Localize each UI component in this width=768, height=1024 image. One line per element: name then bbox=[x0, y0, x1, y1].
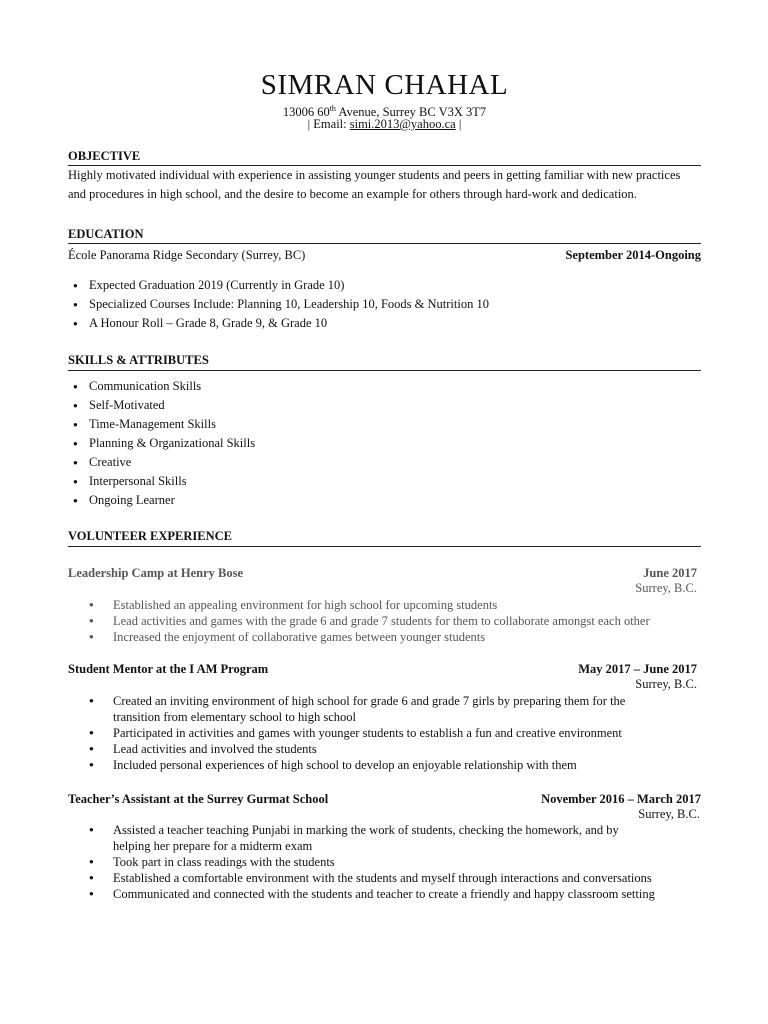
job-location: Surrey, B.C. bbox=[638, 807, 700, 821]
education-bullets bbox=[68, 276, 489, 333]
education-dates: September 2014-Ongoing bbox=[565, 248, 701, 262]
list-item: ● Expected Graduation 2019 (Currently in Grade 10) bbox=[68, 276, 489, 295]
objective-text bbox=[68, 166, 704, 204]
address-suffix: th bbox=[329, 104, 336, 113]
skills-list bbox=[68, 377, 255, 510]
list-item: ● Included personal experiences of high school to develop an enjoyable relationship with them bbox=[68, 757, 673, 773]
list-item: ● A Honour Roll – Grade 8, Grade 9, & Grade 10 bbox=[68, 314, 489, 333]
job-bullets bbox=[68, 822, 713, 902]
address-number: 13006 60 bbox=[282, 105, 330, 120]
objective-heading: OBJECTIVE bbox=[68, 149, 141, 163]
list-item: ● Specialized Courses Include: Planning 10, Leadership 10, Foods & Nutrition 10 bbox=[68, 295, 489, 314]
list-item: ● Created an inviting environment of high school for grade 6 and grade 7 girls by preparing them for the transition from elementary school to high school bbox=[68, 693, 658, 725]
resume-name: SIMRAN CHAHAL bbox=[260, 69, 509, 101]
list-item: ● Creative bbox=[68, 453, 255, 472]
list-item: ● Planning & Organizational Skills bbox=[68, 434, 255, 453]
job-title: Student Mentor at the I AM Program bbox=[68, 662, 269, 676]
list-item: ● Assisted a teacher teaching Punjabi in marking the work of students, checking the homework, and by helping her prepare for a midterm exam bbox=[68, 822, 658, 854]
job-location: Surrey, B.C. bbox=[635, 581, 697, 595]
list-item: ● Ongoing Learner bbox=[68, 491, 255, 510]
list-item: ● Self-Motivated bbox=[68, 396, 255, 415]
education-heading: EDUCATION bbox=[68, 227, 144, 241]
job-bullets bbox=[68, 693, 673, 773]
email-link[interactable]: simi.2013@yahoo.ca bbox=[349, 117, 456, 131]
job-row bbox=[68, 661, 697, 677]
list-item: ● Established an appealing environment for high school for upcoming students bbox=[68, 597, 673, 613]
skills-divider bbox=[68, 370, 701, 371]
job-title: Teacher’s Assistant at the Surrey Gurmat School bbox=[68, 792, 329, 806]
list-item: ● Communicated and connected with the students and teacher to create a friendly and happy classroom setting bbox=[68, 886, 713, 902]
list-item: ● Increased the enjoyment of collaborative games between younger students bbox=[68, 629, 673, 645]
job-dates: November 2016 – March 2017 bbox=[541, 792, 701, 806]
job-title: Leadership Camp at Henry Bose bbox=[68, 566, 243, 580]
job-dates: May 2017 – June 2017 bbox=[578, 662, 697, 676]
list-item: ● Interpersonal Skills bbox=[68, 472, 255, 491]
email-suffix: | bbox=[455, 117, 462, 131]
job-row bbox=[68, 565, 697, 581]
education-row bbox=[68, 247, 701, 263]
list-item: ● Time-Management Skills bbox=[68, 415, 255, 434]
education-divider bbox=[68, 243, 701, 244]
list-item: ● Lead activities and involved the students bbox=[68, 741, 673, 757]
email-line bbox=[68, 117, 701, 132]
list-item: ● Took part in class readings with the students bbox=[68, 854, 673, 870]
volunteer-heading: VOLUNTEER EXPERIENCE bbox=[68, 529, 233, 543]
address-street: Avenue, Surrey BC V3X 3T7 bbox=[335, 105, 487, 120]
job-bullets bbox=[68, 597, 713, 645]
job-dates: June 2017 bbox=[643, 566, 697, 580]
job-row bbox=[68, 791, 701, 807]
job-location: Surrey, B.C. bbox=[635, 677, 697, 691]
objective-line: and procedures in high school, and the desire to become an example for others through hard-work and dedication. bbox=[68, 187, 637, 201]
list-item: ● Established a comfortable environment with the students and myself through interactions and conversations bbox=[68, 870, 713, 886]
skills-heading: SKILLS & ATTRIBUTES bbox=[68, 353, 209, 367]
list-item: ● Communication Skills bbox=[68, 377, 255, 396]
list-item: ● Participated in activities and games with younger students to establish a fun and creative environment bbox=[68, 725, 673, 741]
objective-line: Highly motivated individual with experience in assisting younger students and peers in getting familiar with new practices bbox=[68, 168, 681, 182]
list-item: ● Lead activities and games with the grade 6 and grade 7 students for them to collaborate amongst each other bbox=[68, 613, 713, 629]
volunteer-divider bbox=[68, 546, 701, 547]
email-prefix: | Email: bbox=[307, 117, 350, 131]
school-name: École Panorama Ridge Secondary (Surrey, BC) bbox=[68, 248, 306, 262]
